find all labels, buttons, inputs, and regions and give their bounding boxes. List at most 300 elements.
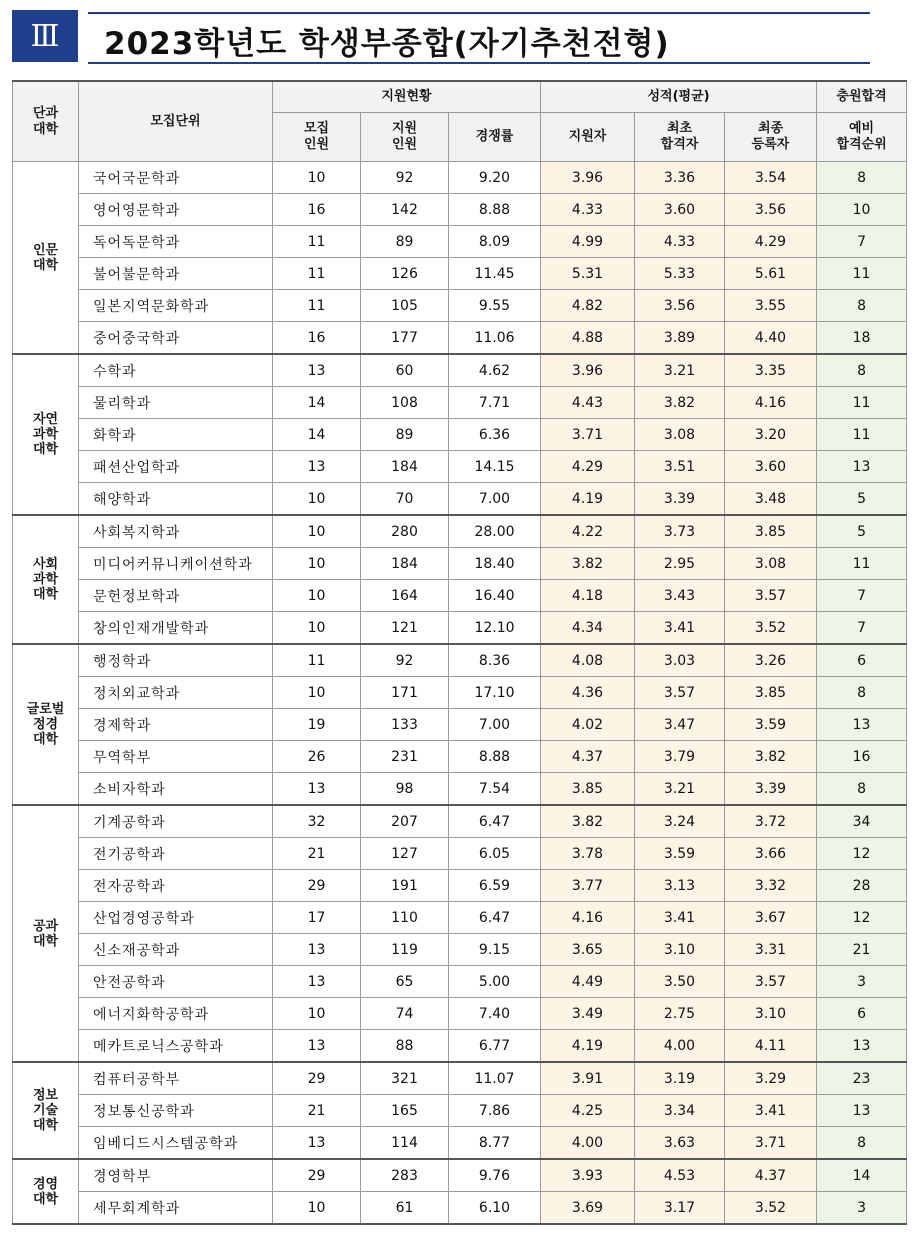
ratio-cell: 9.20 [449, 162, 541, 194]
quota-cell: 13 [273, 934, 361, 966]
unit-name: 문헌정보학과 [79, 580, 273, 612]
applicants-cell: 60 [361, 354, 449, 387]
grade-final-cell: 3.82 [725, 741, 817, 773]
table-row [13, 1030, 907, 1063]
ratio-cell: 7.71 [449, 387, 541, 419]
grade-first-cell: 3.59 [635, 838, 725, 870]
applicants-cell: 92 [361, 644, 449, 677]
unit-name: 미디어커뮤니케이션학과 [79, 548, 273, 580]
table-row [13, 902, 907, 934]
reserve-cell: 7 [817, 580, 907, 612]
reserve-cell: 8 [817, 290, 907, 322]
applicants-cell: 98 [361, 773, 449, 806]
grade-first-cell: 3.41 [635, 612, 725, 645]
grade-applicants-cell: 3.49 [541, 998, 635, 1030]
table-row [13, 322, 907, 355]
quota-cell: 32 [273, 805, 361, 838]
grade-first-cell: 2.75 [635, 998, 725, 1030]
table-row [13, 515, 907, 548]
reserve-cell: 6 [817, 644, 907, 677]
unit-name: 컴퓨터공학부 [79, 1062, 273, 1095]
ratio-cell: 6.05 [449, 838, 541, 870]
college-name: 정보 기술 대학 [13, 1062, 79, 1159]
grade-applicants-cell: 3.69 [541, 1192, 635, 1225]
table-row [13, 258, 907, 290]
unit-name: 무역학부 [79, 741, 273, 773]
quota-cell: 13 [273, 966, 361, 998]
quota-cell: 13 [273, 354, 361, 387]
table-row [13, 194, 907, 226]
reserve-cell: 18 [817, 322, 907, 355]
grade-final-cell: 3.48 [725, 483, 817, 516]
grade-applicants-cell: 4.33 [541, 194, 635, 226]
grade-applicants-cell: 4.99 [541, 226, 635, 258]
grade-final-cell: 3.32 [725, 870, 817, 902]
grade-applicants-cell: 4.19 [541, 1030, 635, 1063]
grade-applicants-cell: 4.22 [541, 515, 635, 548]
table-row [13, 387, 907, 419]
applicants-cell: 164 [361, 580, 449, 612]
applicants-cell: 177 [361, 322, 449, 355]
college-name: 자연 과학 대학 [13, 354, 79, 515]
unit-name: 전기공학과 [79, 838, 273, 870]
quota-cell: 21 [273, 1095, 361, 1127]
reserve-cell: 11 [817, 548, 907, 580]
unit-name: 영어영문학과 [79, 194, 273, 226]
ratio-cell: 8.77 [449, 1127, 541, 1160]
ratio-cell: 6.10 [449, 1192, 541, 1225]
quota-cell: 13 [273, 451, 361, 483]
grade-applicants-cell: 3.91 [541, 1062, 635, 1095]
col-group-additional: 충원합격 [817, 81, 907, 113]
unit-name: 정보통신공학과 [79, 1095, 273, 1127]
quota-cell: 21 [273, 838, 361, 870]
grade-final-cell: 3.54 [725, 162, 817, 194]
quota-cell: 11 [273, 226, 361, 258]
applicants-cell: 184 [361, 548, 449, 580]
college-name: 글로벌 정경 대학 [13, 644, 79, 805]
unit-name: 물리학과 [79, 387, 273, 419]
quota-cell: 10 [273, 483, 361, 516]
unit-name: 국어국문학과 [79, 162, 273, 194]
section-numeral: Ⅲ [12, 10, 78, 62]
table-row [13, 612, 907, 645]
grade-first-cell: 3.82 [635, 387, 725, 419]
applicants-cell: 89 [361, 226, 449, 258]
grade-first-cell: 3.63 [635, 1127, 725, 1160]
unit-name: 소비자학과 [79, 773, 273, 806]
quota-cell: 13 [273, 773, 361, 806]
applicants-cell: 171 [361, 677, 449, 709]
applicants-cell: 191 [361, 870, 449, 902]
table-row [13, 483, 907, 516]
quota-cell: 13 [273, 1030, 361, 1063]
ratio-cell: 8.88 [449, 194, 541, 226]
grade-final-cell: 3.41 [725, 1095, 817, 1127]
grade-first-cell: 3.56 [635, 290, 725, 322]
quota-cell: 16 [273, 322, 361, 355]
grade-final-cell: 3.10 [725, 998, 817, 1030]
reserve-cell: 7 [817, 226, 907, 258]
ratio-cell: 7.54 [449, 773, 541, 806]
grade-final-cell: 3.35 [725, 354, 817, 387]
col-applicants: 지원 인원 [361, 113, 449, 162]
grade-first-cell: 4.00 [635, 1030, 725, 1063]
quota-cell: 11 [273, 258, 361, 290]
grade-final-cell: 3.67 [725, 902, 817, 934]
quota-cell: 10 [273, 1192, 361, 1225]
ratio-cell: 7.40 [449, 998, 541, 1030]
grade-first-cell: 3.39 [635, 483, 725, 516]
grade-applicants-cell: 3.78 [541, 838, 635, 870]
grade-applicants-cell: 4.25 [541, 1095, 635, 1127]
applicants-cell: 133 [361, 709, 449, 741]
quota-cell: 10 [273, 580, 361, 612]
reserve-cell: 13 [817, 1030, 907, 1063]
page-title: 2023학년도 학생부종합(자기추천전형) [104, 26, 670, 62]
college-name: 인문 대학 [13, 162, 79, 355]
ratio-cell: 16.40 [449, 580, 541, 612]
grade-applicants-cell: 4.02 [541, 709, 635, 741]
grade-applicants-cell: 4.16 [541, 902, 635, 934]
grade-first-cell: 3.50 [635, 966, 725, 998]
reserve-cell: 13 [817, 709, 907, 741]
ratio-cell: 12.10 [449, 612, 541, 645]
ratio-cell: 11.07 [449, 1062, 541, 1095]
unit-name: 전자공학과 [79, 870, 273, 902]
grade-applicants-cell: 3.82 [541, 805, 635, 838]
reserve-cell: 12 [817, 838, 907, 870]
reserve-cell: 8 [817, 1127, 907, 1160]
ratio-cell: 6.36 [449, 419, 541, 451]
table-row [13, 998, 907, 1030]
table-row [13, 1095, 907, 1127]
quota-cell: 10 [273, 998, 361, 1030]
unit-name: 중어중국학과 [79, 322, 273, 355]
grade-first-cell: 3.03 [635, 644, 725, 677]
applicants-cell: 121 [361, 612, 449, 645]
applicants-cell: 105 [361, 290, 449, 322]
grade-final-cell: 4.40 [725, 322, 817, 355]
unit-name: 행정학과 [79, 644, 273, 677]
quota-cell: 29 [273, 1159, 361, 1192]
table-row [13, 1159, 907, 1192]
unit-name: 안전공학과 [79, 966, 273, 998]
college-name: 경영 대학 [13, 1159, 79, 1224]
applicants-cell: 65 [361, 966, 449, 998]
grade-applicants-cell: 3.96 [541, 354, 635, 387]
reserve-cell: 16 [817, 741, 907, 773]
table-row [13, 773, 907, 806]
header-bottom-rule [88, 62, 870, 64]
grade-final-cell: 3.85 [725, 677, 817, 709]
grade-applicants-cell: 4.18 [541, 580, 635, 612]
table-row [13, 548, 907, 580]
grade-applicants-cell: 3.71 [541, 419, 635, 451]
ratio-cell: 4.62 [449, 354, 541, 387]
grade-final-cell: 3.60 [725, 451, 817, 483]
reserve-cell: 3 [817, 1192, 907, 1225]
grade-applicants-cell: 4.19 [541, 483, 635, 516]
applicants-cell: 126 [361, 258, 449, 290]
grade-applicants-cell: 4.49 [541, 966, 635, 998]
grade-first-cell: 3.17 [635, 1192, 725, 1225]
table-row [13, 709, 907, 741]
unit-name: 메카트로닉스공학과 [79, 1030, 273, 1063]
grade-first-cell: 3.60 [635, 194, 725, 226]
unit-name: 세무회계학과 [79, 1192, 273, 1225]
quota-cell: 17 [273, 902, 361, 934]
quota-cell: 19 [273, 709, 361, 741]
table-row [13, 1192, 907, 1225]
grade-final-cell: 3.59 [725, 709, 817, 741]
grade-applicants-cell: 4.29 [541, 451, 635, 483]
col-reserve: 예비 합격순위 [817, 113, 907, 162]
ratio-cell: 18.40 [449, 548, 541, 580]
applicants-cell: 89 [361, 419, 449, 451]
grade-first-cell: 3.79 [635, 741, 725, 773]
grade-first-cell: 3.19 [635, 1062, 725, 1095]
applicants-cell: 108 [361, 387, 449, 419]
grade-applicants-cell: 4.88 [541, 322, 635, 355]
grade-applicants-cell: 3.93 [541, 1159, 635, 1192]
applicants-cell: 127 [361, 838, 449, 870]
grade-applicants-cell: 4.00 [541, 1127, 635, 1160]
grade-applicants-cell: 4.82 [541, 290, 635, 322]
applicants-cell: 321 [361, 1062, 449, 1095]
unit-name: 창의인재개발학과 [79, 612, 273, 645]
grade-final-cell: 3.29 [725, 1062, 817, 1095]
unit-name: 경영학부 [79, 1159, 273, 1192]
quota-cell: 29 [273, 870, 361, 902]
unit-name: 해양학과 [79, 483, 273, 516]
grade-first-cell: 3.43 [635, 580, 725, 612]
reserve-cell: 34 [817, 805, 907, 838]
ratio-cell: 11.45 [449, 258, 541, 290]
reserve-cell: 13 [817, 1095, 907, 1127]
unit-name: 수학과 [79, 354, 273, 387]
admission-results-table [12, 80, 907, 1225]
grade-final-cell: 4.16 [725, 387, 817, 419]
applicants-cell: 88 [361, 1030, 449, 1063]
college-name: 공과 대학 [13, 805, 79, 1062]
unit-name: 사회복지학과 [79, 515, 273, 548]
reserve-cell: 11 [817, 419, 907, 451]
table-row [13, 870, 907, 902]
ratio-cell: 7.86 [449, 1095, 541, 1127]
table-row [13, 838, 907, 870]
col-grade-applicants: 지원자 [541, 113, 635, 162]
applicants-cell: 110 [361, 902, 449, 934]
ratio-cell: 6.77 [449, 1030, 541, 1063]
grade-applicants-cell: 3.77 [541, 870, 635, 902]
table-row [13, 354, 907, 387]
college-name: 사회 과학 대학 [13, 515, 79, 644]
table-body [13, 162, 907, 1225]
ratio-cell: 6.47 [449, 805, 541, 838]
grade-final-cell: 3.26 [725, 644, 817, 677]
unit-name: 임베디드시스템공학과 [79, 1127, 273, 1160]
ratio-cell: 5.00 [449, 966, 541, 998]
quota-cell: 16 [273, 194, 361, 226]
grade-final-cell: 3.57 [725, 966, 817, 998]
table-row [13, 677, 907, 709]
ratio-cell: 9.55 [449, 290, 541, 322]
reserve-cell: 12 [817, 902, 907, 934]
quota-cell: 13 [273, 1127, 361, 1160]
grade-final-cell: 4.29 [725, 226, 817, 258]
applicants-cell: 283 [361, 1159, 449, 1192]
applicants-cell: 231 [361, 741, 449, 773]
table-row [13, 1062, 907, 1095]
grade-final-cell: 5.61 [725, 258, 817, 290]
ratio-cell: 8.88 [449, 741, 541, 773]
unit-name: 일본지역문화학과 [79, 290, 273, 322]
table-row [13, 419, 907, 451]
ratio-cell: 9.15 [449, 934, 541, 966]
table-row [13, 162, 907, 194]
table-row [13, 966, 907, 998]
table-row [13, 805, 907, 838]
ratio-cell: 8.36 [449, 644, 541, 677]
header-top-rule [88, 12, 870, 14]
table-row [13, 580, 907, 612]
grade-final-cell: 3.52 [725, 612, 817, 645]
table-row [13, 1127, 907, 1160]
grade-applicants-cell: 4.08 [541, 644, 635, 677]
grade-final-cell: 3.31 [725, 934, 817, 966]
col-group-grades: 성적(평균) [541, 81, 817, 113]
col-grade-final: 최종 등록자 [725, 113, 817, 162]
reserve-cell: 13 [817, 451, 907, 483]
reserve-cell: 23 [817, 1062, 907, 1095]
applicants-cell: 207 [361, 805, 449, 838]
grade-first-cell: 3.13 [635, 870, 725, 902]
ratio-cell: 9.76 [449, 1159, 541, 1192]
reserve-cell: 3 [817, 966, 907, 998]
grade-final-cell: 3.56 [725, 194, 817, 226]
applicants-cell: 142 [361, 194, 449, 226]
grade-first-cell: 2.95 [635, 548, 725, 580]
ratio-cell: 7.00 [449, 709, 541, 741]
reserve-cell: 8 [817, 162, 907, 194]
unit-name: 에너지화학공학과 [79, 998, 273, 1030]
applicants-cell: 61 [361, 1192, 449, 1225]
unit-name: 산업경영공학과 [79, 902, 273, 934]
unit-name: 패션산업학과 [79, 451, 273, 483]
grade-final-cell: 3.52 [725, 1192, 817, 1225]
unit-name: 불어불문학과 [79, 258, 273, 290]
grade-applicants-cell: 3.65 [541, 934, 635, 966]
reserve-cell: 11 [817, 387, 907, 419]
unit-name: 화학과 [79, 419, 273, 451]
grade-first-cell: 3.08 [635, 419, 725, 451]
grade-applicants-cell: 3.96 [541, 162, 635, 194]
quota-cell: 10 [273, 515, 361, 548]
quota-cell: 26 [273, 741, 361, 773]
grade-first-cell: 3.10 [635, 934, 725, 966]
table-row [13, 741, 907, 773]
reserve-cell: 11 [817, 258, 907, 290]
unit-name: 독어독문학과 [79, 226, 273, 258]
quota-cell: 10 [273, 162, 361, 194]
col-quota: 모집 인원 [273, 113, 361, 162]
reserve-cell: 6 [817, 998, 907, 1030]
ratio-cell: 8.09 [449, 226, 541, 258]
grade-applicants-cell: 4.43 [541, 387, 635, 419]
grade-final-cell: 3.85 [725, 515, 817, 548]
quota-cell: 11 [273, 290, 361, 322]
applicants-cell: 280 [361, 515, 449, 548]
applicants-cell: 184 [361, 451, 449, 483]
grade-final-cell: 3.57 [725, 580, 817, 612]
col-ratio: 경쟁률 [449, 113, 541, 162]
unit-name: 정치외교학과 [79, 677, 273, 709]
reserve-cell: 14 [817, 1159, 907, 1192]
grade-final-cell: 3.72 [725, 805, 817, 838]
reserve-cell: 21 [817, 934, 907, 966]
table-row [13, 934, 907, 966]
grade-first-cell: 3.89 [635, 322, 725, 355]
grade-first-cell: 3.21 [635, 354, 725, 387]
reserve-cell: 8 [817, 354, 907, 387]
col-group-apply-status: 지원현황 [273, 81, 541, 113]
unit-name: 신소재공학과 [79, 934, 273, 966]
applicants-cell: 114 [361, 1127, 449, 1160]
grade-first-cell: 3.47 [635, 709, 725, 741]
table-row [13, 644, 907, 677]
quota-cell: 10 [273, 548, 361, 580]
grade-first-cell: 4.53 [635, 1159, 725, 1192]
quota-cell: 29 [273, 1062, 361, 1095]
reserve-cell: 7 [817, 612, 907, 645]
grade-first-cell: 3.36 [635, 162, 725, 194]
grade-applicants-cell: 4.37 [541, 741, 635, 773]
grade-final-cell: 3.20 [725, 419, 817, 451]
ratio-cell: 11.06 [449, 322, 541, 355]
unit-name: 경제학과 [79, 709, 273, 741]
grade-first-cell: 3.41 [635, 902, 725, 934]
ratio-cell: 14.15 [449, 451, 541, 483]
applicants-cell: 119 [361, 934, 449, 966]
grade-first-cell: 3.51 [635, 451, 725, 483]
ratio-cell: 17.10 [449, 677, 541, 709]
quota-cell: 14 [273, 387, 361, 419]
grade-first-cell: 4.33 [635, 226, 725, 258]
ratio-cell: 7.00 [449, 483, 541, 516]
grade-final-cell: 3.55 [725, 290, 817, 322]
reserve-cell: 28 [817, 870, 907, 902]
quota-cell: 10 [273, 677, 361, 709]
grade-first-cell: 3.21 [635, 773, 725, 806]
col-college: 단과 대학 [13, 81, 79, 162]
quota-cell: 11 [273, 644, 361, 677]
grade-final-cell: 3.08 [725, 548, 817, 580]
grade-first-cell: 3.57 [635, 677, 725, 709]
reserve-cell: 5 [817, 483, 907, 516]
applicants-cell: 70 [361, 483, 449, 516]
grade-final-cell: 3.39 [725, 773, 817, 806]
quota-cell: 14 [273, 419, 361, 451]
grade-final-cell: 4.11 [725, 1030, 817, 1063]
reserve-cell: 8 [817, 773, 907, 806]
table-row [13, 451, 907, 483]
grade-final-cell: 3.71 [725, 1127, 817, 1160]
reserve-cell: 5 [817, 515, 907, 548]
grade-first-cell: 5.33 [635, 258, 725, 290]
grade-applicants-cell: 3.82 [541, 548, 635, 580]
grade-final-cell: 4.37 [725, 1159, 817, 1192]
